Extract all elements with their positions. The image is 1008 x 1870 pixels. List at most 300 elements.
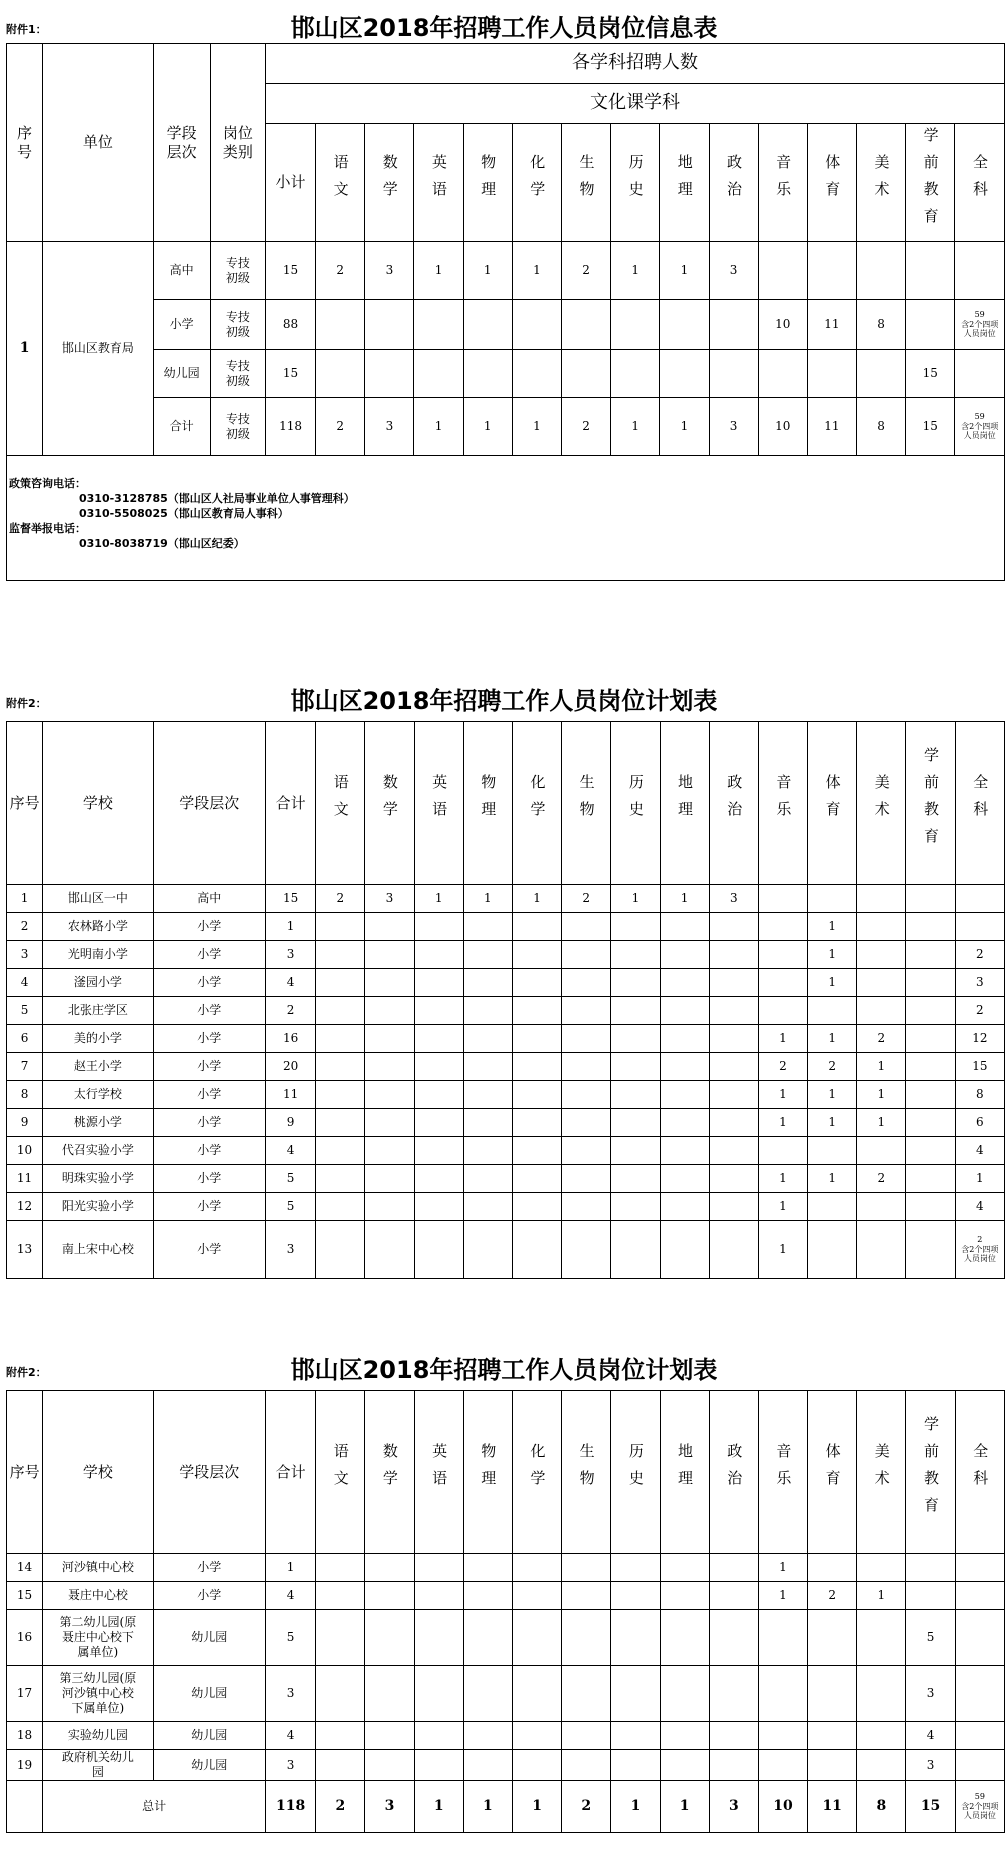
cell-value: [611, 941, 660, 969]
cell-level: 合计: [153, 398, 210, 456]
cell-value: [365, 1081, 414, 1109]
cell-value: 15: [906, 1781, 955, 1833]
all-subject-count: 59: [974, 1792, 985, 1802]
cell-value: [316, 1221, 365, 1279]
cell-value: [414, 1025, 463, 1053]
header-subject: [512, 124, 561, 242]
cell-value: [512, 1554, 561, 1582]
cell-value: [414, 1722, 463, 1750]
cell-value: [660, 1750, 709, 1781]
cell-value: [611, 997, 660, 1025]
cell-value: [857, 1193, 906, 1221]
subject-label: 化学: [528, 153, 547, 208]
cell-value: 3: [709, 1781, 758, 1833]
cell-all-subject: [955, 242, 1005, 300]
cell-value: [611, 1165, 660, 1193]
cell-total: 5: [266, 1610, 316, 1666]
cell-value: [414, 1666, 463, 1722]
cell-total: 16: [266, 1025, 316, 1053]
cell-school: [43, 1193, 153, 1221]
cell-value: [365, 969, 414, 997]
cell-value: 1: [758, 1582, 807, 1610]
cell-value: [414, 350, 463, 398]
cell-value: [463, 1053, 512, 1081]
header-subject: [463, 722, 512, 885]
cell-value: [365, 1582, 414, 1610]
table-row: [7, 885, 1005, 913]
cell-value: 1: [414, 1781, 463, 1833]
subject-label: 英语: [430, 774, 449, 828]
cell-value: [709, 1193, 758, 1221]
cell-value: [512, 1582, 561, 1610]
cell-value: [414, 1610, 463, 1666]
cell-value: [758, 1610, 807, 1666]
cell-value: 2: [857, 1025, 906, 1053]
cell-school: [43, 1109, 153, 1137]
header-subject: [463, 1391, 512, 1554]
cell-all-subject: 12: [955, 1025, 1004, 1053]
header-subject: [414, 722, 463, 885]
cell-value: [512, 350, 561, 398]
cell-value: [857, 1221, 906, 1279]
cell-value: [857, 941, 906, 969]
table-row: [7, 1750, 1005, 1781]
table-row: [7, 1722, 1005, 1750]
cell-level: 小学: [153, 1193, 265, 1221]
subject-label: 历史: [626, 153, 645, 208]
cell-total: 4: [266, 1137, 316, 1165]
cell-value: 2: [316, 398, 365, 456]
cell-subtotal: 15: [265, 350, 315, 398]
cell-value: 2: [561, 242, 610, 300]
cell-level: 小学: [153, 913, 265, 941]
cell-value: [512, 913, 561, 941]
cell-value: [709, 997, 758, 1025]
cell-value: [562, 1025, 611, 1053]
cell-value: [709, 1053, 758, 1081]
table-row: [7, 1109, 1005, 1137]
header-subject: [857, 1391, 906, 1554]
cell-value: 1: [758, 1221, 807, 1279]
cell-value: [365, 913, 414, 941]
cell-all-subject: 6: [955, 1109, 1004, 1137]
cell-value: 1: [512, 1781, 561, 1833]
school-name: 北张庄学区: [67, 1003, 128, 1017]
type-text: 专技初级: [225, 358, 250, 388]
school-name: 第三幼儿园(原河沙镇中心校下属单位): [59, 1671, 137, 1715]
subject-label: 美术: [872, 153, 891, 208]
cell-seq: 18: [7, 1722, 43, 1750]
attachment-1-caption: 附件1：: [6, 23, 47, 36]
table-row: [7, 1582, 1005, 1610]
school-name: 第二幼儿园(原聂庄中心校下属单位): [59, 1615, 137, 1659]
table-row: [7, 1081, 1005, 1109]
cell-value: [709, 1109, 758, 1137]
cell-seq: 1: [7, 885, 43, 913]
cell-total-label: 总计: [43, 1781, 266, 1833]
all-subject-count: 59: [974, 310, 985, 320]
cell-value: [808, 1221, 857, 1279]
cell-value: [611, 913, 660, 941]
all-subject-note: 含2个四项人员岗位: [961, 1801, 999, 1821]
cell-value: [562, 1109, 611, 1137]
cell-value: [758, 1722, 807, 1750]
cell-value: [807, 350, 856, 398]
cell-value: [414, 1221, 463, 1279]
subject-label: 地理: [676, 1443, 694, 1497]
cell-value: [365, 997, 414, 1025]
header-subject: [955, 1391, 1004, 1554]
cell-value: [316, 1554, 365, 1582]
subject-label: 地理: [676, 774, 694, 828]
cell-value: [463, 1193, 512, 1221]
cell-value: [758, 913, 807, 941]
cell-level: 小学: [153, 1081, 265, 1109]
table-row: [7, 1193, 1005, 1221]
cell-value: [562, 1193, 611, 1221]
cell-value: [512, 1722, 561, 1750]
cell-value: [660, 1081, 709, 1109]
cell-value: 1: [758, 1554, 807, 1582]
school-name: 南上宋中心校: [61, 1242, 134, 1256]
cell-value: [512, 997, 561, 1025]
cell-value: 1: [808, 941, 857, 969]
header-school: 学校: [43, 722, 153, 885]
plan-header-row: [7, 722, 1005, 885]
cell-type: [210, 398, 265, 456]
cell-value: [365, 1165, 414, 1193]
header-subject: [955, 722, 1004, 885]
cell-subtotal: 118: [265, 398, 315, 456]
cell-value: [758, 350, 807, 398]
cell-value: [660, 1722, 709, 1750]
cell-value: [709, 969, 758, 997]
cell-level: 幼儿园: [153, 1610, 265, 1666]
cell-total: 9: [266, 1109, 316, 1137]
cell-value: [611, 1137, 660, 1165]
subject-label: 化学: [528, 774, 547, 828]
cell-value: [512, 941, 561, 969]
info-table-title: 邯山区2018年招聘工作人员岗位信息表: [290, 14, 718, 42]
table-row: [7, 1610, 1005, 1666]
cell-value: [906, 1165, 955, 1193]
cell-value: [758, 1750, 807, 1781]
cell-seq: 15: [7, 1582, 43, 1610]
header-subject: [709, 1391, 758, 1554]
cell-all-subject: [955, 1750, 1004, 1781]
cell-value: [857, 350, 906, 398]
cell-value: 1: [857, 1053, 906, 1081]
cell-value: [365, 1722, 414, 1750]
cell-value: [512, 1053, 561, 1081]
cell-value: 1: [414, 398, 463, 456]
subject-label: 历史: [626, 1443, 645, 1497]
cell-value: [709, 1610, 758, 1666]
table-row: [7, 1165, 1005, 1193]
cell-value: 1: [857, 1582, 906, 1610]
header-subject: [906, 124, 955, 242]
cell-value: 4: [906, 1722, 955, 1750]
cell-value: [365, 1025, 414, 1053]
cell-value: [562, 1610, 611, 1666]
cell-value: 3: [709, 398, 758, 456]
table-row: [7, 1137, 1005, 1165]
cell-value: 1: [463, 398, 512, 456]
cell-subtotal: 88: [265, 300, 315, 350]
cell-school: [43, 941, 153, 969]
cell-value: [660, 1137, 709, 1165]
table-row: [7, 350, 1005, 398]
cell-school: [43, 1610, 153, 1666]
header-subject: [611, 722, 660, 885]
cell-value: [906, 1137, 955, 1165]
cell-value: 1: [463, 242, 512, 300]
cell-seq: 6: [7, 1025, 43, 1053]
header-seq: 序号: [7, 44, 43, 242]
cell-value: [709, 350, 758, 398]
cell-school: [43, 969, 153, 997]
cell-value: [906, 1081, 955, 1109]
header-subject: [758, 722, 807, 885]
header-culture-subjects: 文化课学科: [265, 84, 1004, 124]
header-subject: [808, 1391, 857, 1554]
cell-value: [414, 1582, 463, 1610]
cell-school: [43, 1081, 153, 1109]
cell-value: [660, 1666, 709, 1722]
cell-level: 小学: [153, 1053, 265, 1081]
cell-value: 8: [857, 300, 906, 350]
cell-value: [906, 969, 955, 997]
cell-value: [808, 1722, 857, 1750]
cell-value: [414, 1081, 463, 1109]
header-subject: [611, 124, 660, 242]
cell-level: 小学: [153, 1165, 265, 1193]
cell-value: 1: [512, 398, 561, 456]
subject-label: 音乐: [774, 774, 793, 828]
cell-total: 4: [266, 1722, 316, 1750]
cell-value: 2: [758, 1053, 807, 1081]
cell-value: [660, 300, 709, 350]
cell-value: [562, 1081, 611, 1109]
cell-value: [660, 1165, 709, 1193]
subject-label: 学前教育: [921, 1416, 940, 1524]
cell-value: [857, 969, 906, 997]
subject-label: 语文: [331, 153, 350, 208]
cell-value: [365, 1750, 414, 1781]
cell-value: [611, 1610, 660, 1666]
cell-value: 1: [857, 1081, 906, 1109]
cell-value: [562, 1554, 611, 1582]
cell-value: [906, 1053, 955, 1081]
cell-value: 3: [365, 398, 414, 456]
header-level: 学段层次: [153, 44, 210, 242]
cell-value: [562, 1165, 611, 1193]
cell-value: 2: [561, 398, 610, 456]
all-subject-count: 2: [977, 1235, 983, 1245]
cell-value: 10: [758, 398, 807, 456]
header-subject: [512, 722, 561, 885]
cell-seq: 7: [7, 1053, 43, 1081]
cell-value: [365, 300, 414, 350]
cell-value: [512, 1109, 561, 1137]
cell-level: 小学: [153, 1582, 265, 1610]
cell-value: [758, 941, 807, 969]
subject-label: 学前教育: [921, 747, 940, 855]
cell-value: [316, 913, 365, 941]
cell-value: [808, 997, 857, 1025]
cell-value: [660, 1582, 709, 1610]
cell-value: [512, 300, 561, 350]
header-subject: [758, 124, 807, 242]
school-name: 实验幼儿园: [67, 1728, 128, 1742]
cell-value: [316, 997, 365, 1025]
school-name: 滏园小学: [73, 975, 122, 989]
cell-value: 2: [562, 1781, 611, 1833]
subject-label: 物理: [479, 1443, 498, 1497]
cell-value: [562, 1722, 611, 1750]
subject-label: 美术: [872, 1443, 891, 1497]
cell-value: 8: [857, 398, 906, 456]
cell-value: [758, 969, 807, 997]
cell-value: [709, 941, 758, 969]
cell-level: 小学: [153, 1221, 265, 1279]
cell-value: [463, 1610, 512, 1666]
subject-label: 全科: [971, 1443, 990, 1497]
cell-value: 11: [807, 300, 856, 350]
cell-all-subject: 4: [955, 1193, 1004, 1221]
cell-all-subject: [955, 398, 1005, 456]
subject-label: 美术: [872, 774, 891, 828]
cell-school: [43, 1666, 153, 1722]
cell-level: 高中: [153, 885, 265, 913]
cell-value: [561, 350, 610, 398]
supervision-phone: 0310-8038719（邯山区纪委）: [79, 537, 245, 550]
cell-value: [660, 1053, 709, 1081]
cell-total: 5: [266, 1193, 316, 1221]
table-row: [7, 969, 1005, 997]
cell-level: 小学: [153, 1554, 265, 1582]
school-name: 阳光实验小学: [61, 1199, 134, 1213]
cell-value: 1: [414, 242, 463, 300]
cell-value: [660, 913, 709, 941]
cell-value: [660, 1610, 709, 1666]
cell-value: [463, 1582, 512, 1610]
cell-value: 1: [660, 885, 709, 913]
school-name: 河沙镇中心校: [61, 1560, 134, 1574]
plan-header-row: [7, 1391, 1005, 1554]
cell-value: [709, 300, 758, 350]
header-subject: [365, 124, 414, 242]
school-name: 政府机关幼儿园: [61, 1750, 134, 1779]
table-row: [7, 300, 1005, 350]
cell-value: [463, 1137, 512, 1165]
cell-value: [709, 1554, 758, 1582]
cell-value: [808, 1750, 857, 1781]
cell-value: 1: [808, 1109, 857, 1137]
cell-value: [365, 941, 414, 969]
cell-value: 2: [316, 1781, 365, 1833]
all-subject-note: 含2个四项人员岗位: [961, 1244, 999, 1264]
cell-value: 1: [611, 398, 660, 456]
cell-subtotal: 15: [265, 242, 315, 300]
cell-value: [857, 242, 906, 300]
cell-value: 2: [808, 1053, 857, 1081]
cell-value: [611, 969, 660, 997]
cell-value: [512, 1610, 561, 1666]
cell-level: 幼儿园: [153, 1722, 265, 1750]
cell-level: 小学: [153, 1025, 265, 1053]
cell-value: [316, 1666, 365, 1722]
header-subject: [660, 124, 709, 242]
cell-all-subject: 2: [955, 941, 1004, 969]
subject-label: 历史: [626, 774, 645, 828]
cell-value: 2: [808, 1582, 857, 1610]
subject-label: 物理: [479, 774, 498, 828]
cell-value: 11: [808, 1781, 857, 1833]
header-unit: 单位: [43, 44, 153, 242]
policy-phone-1: 0310-3128785（邯山区人社局事业单位人事管理科）: [79, 492, 355, 505]
cell-value: [316, 1582, 365, 1610]
cell-value: [463, 1221, 512, 1279]
cell-value: [365, 1554, 414, 1582]
cell-total: 118: [266, 1781, 316, 1833]
cell-value: [414, 969, 463, 997]
cell-value: 15: [906, 350, 955, 398]
cell-value: [709, 1582, 758, 1610]
cell-value: 1: [808, 913, 857, 941]
cell-all-subject: [955, 350, 1005, 398]
cell-value: 1: [512, 885, 561, 913]
cell-school: [43, 1165, 153, 1193]
cell-value: [611, 1053, 660, 1081]
cell-value: [562, 941, 611, 969]
cell-value: [512, 1221, 561, 1279]
cell-value: 2: [316, 242, 365, 300]
cell-value: [316, 1137, 365, 1165]
cell-all-subject: 8: [955, 1081, 1004, 1109]
cell-value: [463, 1081, 512, 1109]
cell-school: [43, 997, 153, 1025]
cell-total: 3: [266, 941, 316, 969]
cell-value: [611, 1025, 660, 1053]
subject-label: 生物: [577, 1443, 596, 1497]
header-subject: [857, 124, 906, 242]
school-name: 邯山区一中: [67, 891, 128, 905]
cell-value: [316, 1109, 365, 1137]
cell-value: [857, 885, 906, 913]
cell-seq: [7, 1781, 43, 1833]
cell-all-subject: [955, 1582, 1004, 1610]
cell-value: [906, 941, 955, 969]
cell-value: [414, 1109, 463, 1137]
cell-value: [709, 1666, 758, 1722]
header-total: 合计: [266, 1391, 316, 1554]
header-type: 岗位类别: [210, 44, 265, 242]
cell-seq: 2: [7, 913, 43, 941]
cell-value: [758, 242, 807, 300]
cell-value: 1: [808, 1025, 857, 1053]
cell-value: [808, 1137, 857, 1165]
header-level: 学段层次: [153, 722, 265, 885]
cell-all-subject: [955, 1221, 1004, 1279]
header-subject: [611, 1391, 660, 1554]
cell-all-subject: [955, 1666, 1004, 1722]
cell-value: 10: [758, 1781, 807, 1833]
subject-label: 体育: [823, 774, 842, 828]
cell-value: 1: [512, 242, 561, 300]
cell-value: [316, 1025, 365, 1053]
info-table: [6, 43, 1005, 581]
